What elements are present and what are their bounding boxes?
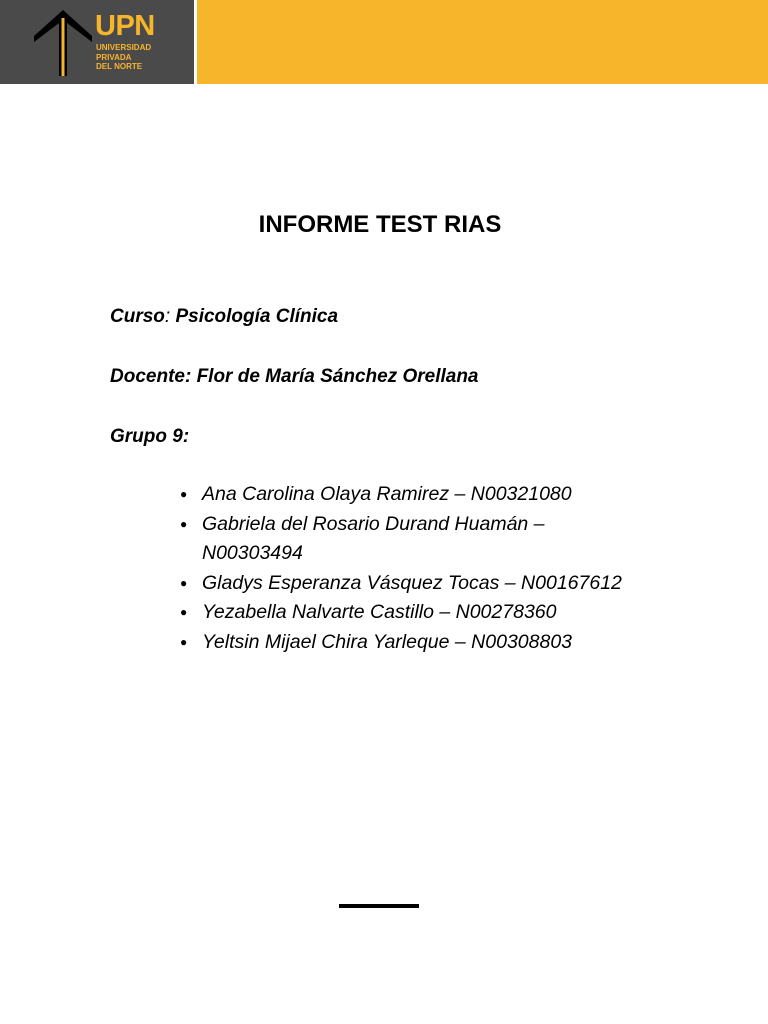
bullet-icon: ●: [180, 634, 188, 649]
bullet-icon: ●: [180, 516, 188, 531]
university-logo: [0, 0, 194, 84]
list-item: [180, 598, 650, 628]
group-label: Grupo 9:: [110, 426, 190, 447]
bullet-icon: ●: [180, 487, 188, 501]
bullet-icon: ●: [180, 605, 188, 619]
footer-rule: [339, 904, 419, 908]
teacher-field: Docente: Flor de María Sánchez Orellana: [110, 366, 479, 387]
list-item: [180, 480, 650, 510]
member-name: Gabriela del Rosario Durand Huamán – N00303494: [202, 512, 545, 564]
document-title: INFORME TEST RIAS: [258, 211, 502, 238]
member-name: Yezabella Nalvarte Castillo – N00278360: [202, 601, 557, 623]
header-band: [0, 0, 768, 84]
header-accent-bar: [197, 0, 768, 84]
logo-university-name: UNIVERSIDAD PRIVADA DEL NORTE: [96, 43, 152, 71]
member-name: Yeltsin Mijael Chira Yarleque – N00308803: [202, 630, 573, 653]
member-name: Gladys Esperanza Vásquez Tocas – N00167612: [202, 571, 622, 594]
course-field: [110, 304, 338, 330]
course-separator: :: [164, 306, 171, 327]
list-item: [180, 510, 650, 569]
up-arrow-logo-icon: [34, 10, 92, 76]
list-item: [180, 628, 650, 658]
bullet-icon: ●: [180, 575, 188, 590]
course-label: Curso: [110, 306, 165, 327]
member-name: Ana Carolina Olaya Ramirez – N00321080: [202, 483, 572, 505]
logo-acronym: UPN: [95, 10, 155, 42]
list-item: [180, 569, 650, 599]
course-value: Psicología Clínica: [170, 306, 339, 327]
member-list: [180, 480, 650, 657]
